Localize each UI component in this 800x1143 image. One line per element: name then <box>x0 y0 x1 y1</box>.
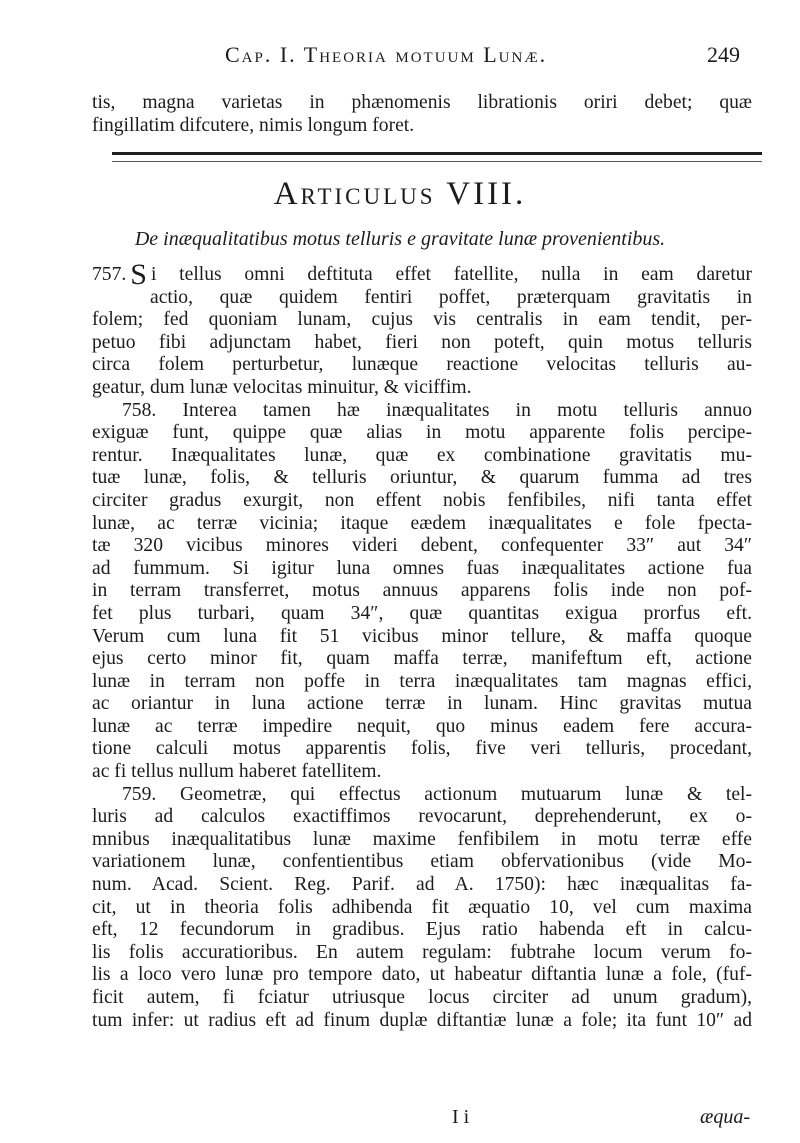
signature-mark: I i <box>452 1106 470 1128</box>
text-line: luris ad calculos exactiffimos revocarunt, deprehenderunt, ex o- <box>92 806 752 828</box>
text-line: 758. Interea tamen hæ inæqualitates in motu telluris annuo <box>122 399 752 421</box>
text-line: petuo fibi adjunctam habet, fieri non poteft, quin motus telluris <box>92 331 752 353</box>
text-line: circiter gradus exurgit, non effent nobis fenfibiles, nifi tanta effet <box>92 489 752 511</box>
text-line: tum infer: ut radius eft ad finum duplæ diftantiæ lunæ a fole; ita funt 10″ ad <box>92 1009 752 1031</box>
text-line: actio, quæ quidem fentiri poffet, præterquam gravitatis in <box>150 286 752 308</box>
text-line: lis a loco vero lunæ pro tempore dato, ut habeatur diftantia lunæ a fole, (fuf- <box>92 964 752 986</box>
text-line: cit, ut in theoria folis adhibenda fit æquatio 10, vel cum maxima <box>92 896 752 918</box>
page-number: 249 <box>707 42 740 67</box>
text-line: ac oriantur in luna actione terræ in lunam. Hinc gravitas mutua <box>92 693 752 715</box>
text-line: ad fummum. Si igitur luna omnes fuas inæqualitates actione fua <box>92 557 752 579</box>
paragraph-758 <box>92 400 752 784</box>
catchword: æqua- <box>700 1106 750 1128</box>
text-line: circa folem perturbetur, lunæque reactione velocitas telluris au- <box>92 354 752 376</box>
text-line: rentur. Inæqualitates lunæ, quæ ex combinatione gravitatis mu- <box>92 444 752 466</box>
text-line: eft, 12 fecundorum in gradibus. Ejus ratio habenda eft in calcu- <box>92 919 752 941</box>
text-line: tæ 320 vicibus minores videri debent, confequenter 33″ aut 34″ <box>92 535 752 557</box>
text-line: in terram transferret, motus annuus apparens folis inde non pof- <box>92 580 752 602</box>
text-line: tis, magna varietas in phænomenis librationis oriri debet; quæ <box>92 92 752 113</box>
text-line: fet plus turbari, quam 34″, quæ quantitas exigua prorfus eft. <box>92 602 752 624</box>
main-text <box>92 264 752 1032</box>
text-line: lunæ in terram non poffe in terra inæqualitates tam magnas effici, <box>92 670 752 692</box>
text-line: ficit autem, fi fciatur utriusque locus circiter ad unum gradum), <box>92 987 752 1008</box>
text-line: ejus certo minor fit, quam maffa terræ, manifeftum eft, actione <box>92 648 752 670</box>
running-header <box>0 42 800 72</box>
text-line: lunæ, ac terræ vicinia; itaque eædem inæqualitates e fole fpecta- <box>92 512 752 534</box>
paragraph-757-first-line <box>92 264 752 287</box>
intro-text <box>92 92 752 137</box>
drop-cap: S <box>130 264 147 287</box>
section-rule <box>112 152 762 162</box>
text-line: tione calculi motus apparentis folis, five veri telluris, procedant, <box>92 738 752 760</box>
text-line: folem; fed quoniam lunam, cujus vis centralis in eam tendit, per- <box>92 309 752 331</box>
running-title: Cap. I. Theoria motuum Lunæ. <box>225 42 548 67</box>
paragraph-759 <box>92 784 752 1033</box>
paragraph-757 <box>92 264 752 400</box>
text-line: Verum cum luna fit 51 vicibus minor tellure, & maffa quoque <box>92 625 752 647</box>
text-line: lis folis accuratioribus. En autem regulam: fubtrahe locum verum fo- <box>92 941 752 963</box>
text-line: variationem lunæ, confentientibus etiam obfervationibus (vide Mo- <box>92 851 752 873</box>
article-subtitle: De inæqualitatibus motus telluris e gravitate lunæ provenientibus. <box>134 228 666 250</box>
text-line: geatur, dum lunæ velocitas minuitur, & viciffim. <box>92 376 472 398</box>
text-line: num. Acad. Scient. Reg. Parif. ad A. 1750): hæc inæqualitas fa- <box>92 874 752 896</box>
text-line: mnibus inæqualitatibus lunæ maxime fenfibilem in motu terræ effe <box>92 828 752 850</box>
text-line: exiguæ funt, quippe quæ alias in motu apparente folis percipe- <box>92 422 752 444</box>
text-line: fingillatim difcutere, nimis longum foret. <box>92 114 415 136</box>
text-line: 759. Geometræ, qui effectus actionum mutuarum lunæ & tel- <box>122 783 752 805</box>
text-line: ac fi tellus nullum haberet fatellitem. <box>92 761 382 783</box>
text-line: lunæ ac terræ impedire nequit, quo minus eadem fere accura- <box>92 715 752 737</box>
article-title: Articulus VIII. <box>273 176 527 212</box>
text-line: tuæ lunæ, folis, & telluris oriuntur, & quarum fumma ad tres <box>92 467 752 489</box>
paragraph-number: 757. <box>92 264 127 285</box>
text-line: i tellus omni deftituta effet fatellite, nulla in eam daretur <box>150 264 752 285</box>
